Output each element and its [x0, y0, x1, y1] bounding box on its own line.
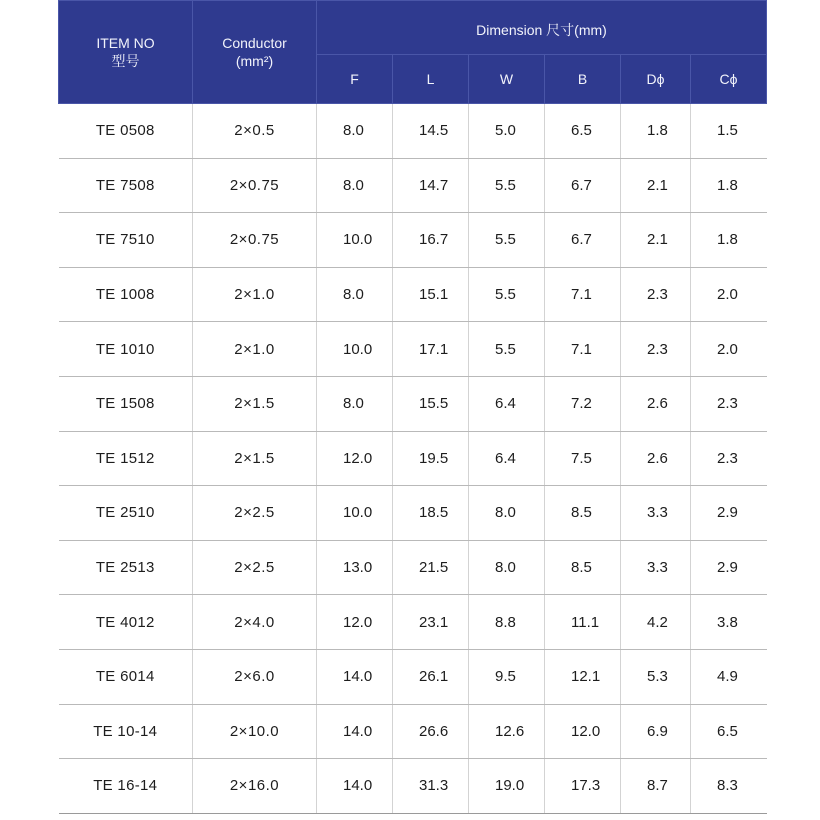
c-cell: 8.3 [691, 759, 767, 814]
table-row [59, 431, 767, 486]
f-cell: 12.0 [317, 595, 393, 650]
dim-header-f: F [317, 55, 393, 104]
d-cell: 3.3 [621, 486, 691, 541]
d-cell: 5.3 [621, 649, 691, 704]
table-row [59, 267, 767, 322]
w-cell: 5.5 [469, 267, 545, 322]
c-cell: 3.8 [691, 595, 767, 650]
conductor-cell: 2×0.5 [193, 104, 317, 159]
item-no-header [59, 1, 193, 104]
l-cell: 21.5 [393, 540, 469, 595]
w-cell: 5.5 [469, 322, 545, 377]
f-cell: 10.0 [317, 213, 393, 268]
f-cell: 8.0 [317, 158, 393, 213]
d-cell: 3.3 [621, 540, 691, 595]
item-cell: TE 4012 [59, 595, 193, 650]
l-cell: 17.1 [393, 322, 469, 377]
b-cell: 12.1 [545, 649, 621, 704]
dimension-header: Dimension 尺寸(mm) [317, 1, 767, 55]
table-body [59, 104, 767, 814]
l-cell: 23.1 [393, 595, 469, 650]
c-cell: 1.8 [691, 158, 767, 213]
b-cell: 7.1 [545, 322, 621, 377]
b-cell: 8.5 [545, 540, 621, 595]
f-cell: 13.0 [317, 540, 393, 595]
w-cell: 8.0 [469, 540, 545, 595]
b-cell: 7.1 [545, 267, 621, 322]
f-cell: 12.0 [317, 431, 393, 486]
w-cell: 5.5 [469, 158, 545, 213]
c-cell: 2.9 [691, 486, 767, 541]
item-no-cn-label: 型号 [111, 53, 140, 69]
conductor-unit-label: (mm²) [235, 53, 274, 69]
l-cell: 14.5 [393, 104, 469, 159]
w-cell: 19.0 [469, 759, 545, 814]
b-cell: 6.7 [545, 213, 621, 268]
dim-header-d: Dϕ [621, 55, 691, 104]
conductor-cell: 2×1.5 [193, 376, 317, 431]
d-cell: 2.1 [621, 158, 691, 213]
f-cell: 14.0 [317, 759, 393, 814]
c-cell: 6.5 [691, 704, 767, 759]
d-cell: 4.2 [621, 595, 691, 650]
l-cell: 26.1 [393, 649, 469, 704]
b-cell: 7.5 [545, 431, 621, 486]
conductor-cell: 2×2.5 [193, 486, 317, 541]
table-row [59, 540, 767, 595]
b-cell: 11.1 [545, 595, 621, 650]
l-cell: 31.3 [393, 759, 469, 814]
conductor-cell: 2×1.0 [193, 322, 317, 377]
l-cell: 16.7 [393, 213, 469, 268]
d-cell: 2.1 [621, 213, 691, 268]
dim-header-b: B [545, 55, 621, 104]
c-cell: 2.9 [691, 540, 767, 595]
conductor-cell: 2×10.0 [193, 704, 317, 759]
conductor-cell: 2×1.0 [193, 267, 317, 322]
conductor-label: Conductor [222, 35, 287, 51]
item-cell: TE 0508 [59, 104, 193, 159]
w-cell: 6.4 [469, 376, 545, 431]
b-cell: 8.5 [545, 486, 621, 541]
w-cell: 8.8 [469, 595, 545, 650]
c-cell: 2.3 [691, 376, 767, 431]
table-row [59, 104, 767, 159]
l-cell: 18.5 [393, 486, 469, 541]
item-cell: TE 1010 [59, 322, 193, 377]
c-cell: 2.0 [691, 267, 767, 322]
item-cell: TE 1508 [59, 376, 193, 431]
b-cell: 6.5 [545, 104, 621, 159]
table-row [59, 158, 767, 213]
conductor-cell: 2×0.75 [193, 158, 317, 213]
item-cell: TE 2510 [59, 486, 193, 541]
f-cell: 10.0 [317, 322, 393, 377]
table-row [59, 649, 767, 704]
d-cell: 6.9 [621, 704, 691, 759]
f-cell: 14.0 [317, 649, 393, 704]
f-cell: 8.0 [317, 267, 393, 322]
l-cell: 14.7 [393, 158, 469, 213]
b-cell: 12.0 [545, 704, 621, 759]
w-cell: 5.0 [469, 104, 545, 159]
b-cell: 7.2 [545, 376, 621, 431]
item-cell: TE 7508 [59, 158, 193, 213]
conductor-cell: 2×4.0 [193, 595, 317, 650]
c-cell: 1.5 [691, 104, 767, 159]
table-row [59, 595, 767, 650]
d-cell: 2.3 [621, 267, 691, 322]
item-cell: TE 7510 [59, 213, 193, 268]
table-row [59, 213, 767, 268]
l-cell: 26.6 [393, 704, 469, 759]
conductor-cell: 2×6.0 [193, 649, 317, 704]
dimension-table [58, 0, 767, 814]
b-cell: 6.7 [545, 158, 621, 213]
dim-header-c: Cϕ [691, 55, 767, 104]
f-cell: 14.0 [317, 704, 393, 759]
item-cell: TE 10-14 [59, 704, 193, 759]
conductor-cell: 2×16.0 [193, 759, 317, 814]
w-cell: 5.5 [469, 213, 545, 268]
l-cell: 19.5 [393, 431, 469, 486]
table-row [59, 759, 767, 814]
spec-sheet [58, 0, 766, 814]
w-cell: 12.6 [469, 704, 545, 759]
conductor-header [193, 1, 317, 104]
l-cell: 15.5 [393, 376, 469, 431]
dim-header-w: W [469, 55, 545, 104]
item-cell: TE 1008 [59, 267, 193, 322]
table-header [59, 1, 767, 104]
w-cell: 8.0 [469, 486, 545, 541]
d-cell: 1.8 [621, 104, 691, 159]
f-cell: 10.0 [317, 486, 393, 541]
item-cell: TE 6014 [59, 649, 193, 704]
conductor-cell: 2×1.5 [193, 431, 317, 486]
conductor-cell: 2×0.75 [193, 213, 317, 268]
c-cell: 2.3 [691, 431, 767, 486]
f-cell: 8.0 [317, 376, 393, 431]
w-cell: 6.4 [469, 431, 545, 486]
c-cell: 2.0 [691, 322, 767, 377]
b-cell: 17.3 [545, 759, 621, 814]
table-row [59, 376, 767, 431]
dim-header-l: L [393, 55, 469, 104]
table-row [59, 322, 767, 377]
table-row [59, 704, 767, 759]
c-cell: 4.9 [691, 649, 767, 704]
item-cell: TE 16-14 [59, 759, 193, 814]
conductor-cell: 2×2.5 [193, 540, 317, 595]
d-cell: 2.3 [621, 322, 691, 377]
d-cell: 2.6 [621, 376, 691, 431]
f-cell: 8.0 [317, 104, 393, 159]
item-no-label: ITEM NO [96, 35, 155, 51]
d-cell: 2.6 [621, 431, 691, 486]
table-row [59, 486, 767, 541]
w-cell: 9.5 [469, 649, 545, 704]
item-cell: TE 2513 [59, 540, 193, 595]
item-cell: TE 1512 [59, 431, 193, 486]
d-cell: 8.7 [621, 759, 691, 814]
c-cell: 1.8 [691, 213, 767, 268]
l-cell: 15.1 [393, 267, 469, 322]
